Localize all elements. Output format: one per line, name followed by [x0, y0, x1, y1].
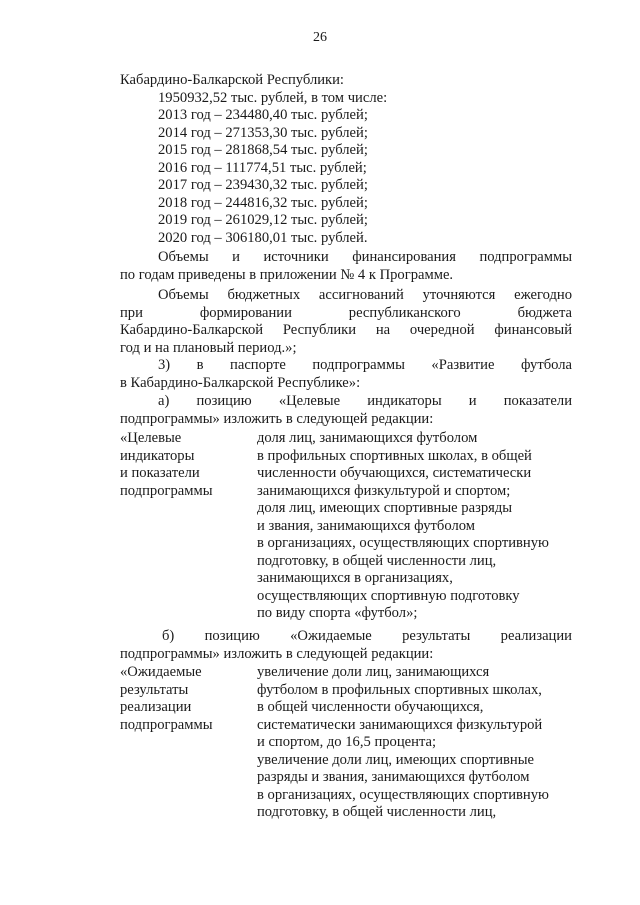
paragraph-line: подпрограммы» изложить в следующей редакции: — [120, 645, 434, 662]
year-amount-line: 2020 год – 306180,01 тыс. рублей. — [158, 229, 368, 246]
paragraph-line: год и на плановый период.»; — [120, 339, 297, 356]
year-amount-line: 2013 год – 234480,40 тыс. рублей; — [158, 107, 368, 123]
paragraph-line: Объемы бюджетных ассигнований уточняются ежегодно — [158, 287, 572, 303]
funding-amounts — [120, 72, 572, 247]
item-3-football-subprogram — [120, 357, 572, 392]
target-indicators-text: доля лиц, занимающихся футболом в профильных спортивных школах, в общей численности обучающихся, систематически занимающихся физкультурой и спортом; доля лиц, имеющих спортивные разряды и звания, занимающихся футболом в организациях, осуществляющих спортивную подготовку, в общей численности лиц, занимающихся в организациях, осуществляющих спортивную подготовку по виду спорта «футбол»; — [257, 430, 549, 621]
paragraph-line: Объемы и источники финансирования подпрограммы — [158, 249, 572, 265]
year-amount-line: 2014 год – 271353,30 тыс. рублей; — [158, 124, 368, 141]
expected-results-label: «Ожидаемые результаты реализации подпрограммы — [120, 664, 213, 733]
year-amount-line: 2015 год – 281868,54 тыс. рублей; — [158, 142, 368, 158]
paragraph-line: Кабардино-Балкарской Республики на очередной финансовый — [120, 322, 572, 338]
year-amount-line: 2017 год – 239430,32 тыс. рублей; — [158, 177, 368, 193]
target-indicators-label: «Целевые индикаторы и показатели подпрограммы — [120, 430, 213, 499]
paragraph-line: б) позицию «Ожидаемые результаты реализации — [162, 628, 572, 644]
funding-sources-paragraph — [120, 249, 572, 284]
page-number: 26 — [313, 30, 327, 45]
expected-results-block — [120, 664, 580, 824]
paragraph-line: в Кабардино-Балкарской Республике»: — [120, 374, 361, 391]
budget-allocations-paragraph — [120, 287, 572, 357]
target-indicators-block — [120, 430, 580, 625]
total-amount-line: 1950932,52 тыс. рублей, в том числе: — [158, 89, 388, 106]
item-b-expected-results — [120, 628, 572, 663]
expected-results-text: увеличение доли лиц, занимающихся футболом в профильных спортивных школах, в общей численности обучающихся, систематически занимающихся физкультурой и спортом, до 16,5 процента; увеличение доли лиц, имеющих спортивные разряды и звания, занимающихся футболом в организациях, осуществляющих спортивную подготовку, в общей численности лиц, — [257, 664, 549, 820]
year-amount-line: 2016 год – 111774,51 тыс. рублей; — [158, 159, 367, 176]
paragraph-line: а) позицию «Целевые индикаторы и показатели — [158, 393, 572, 409]
paragraph-line: 3) в паспорте подпрограммы «Развитие футбола — [158, 357, 572, 373]
paragraph-line: подпрограммы» изложить в следующей редакции: — [120, 410, 434, 427]
paragraph-line: по годам приведены в приложении № 4 к Программе. — [120, 266, 454, 283]
paragraph-line: при формировании республиканского бюджета — [120, 304, 572, 321]
region-line: Кабардино-Балкарской Республики: — [120, 72, 344, 88]
item-a-target-indicators — [120, 393, 572, 428]
year-amount-line: 2019 год – 261029,12 тыс. рублей; — [158, 212, 368, 228]
year-amount-line: 2018 год – 244816,32 тыс. рублей; — [158, 194, 368, 211]
